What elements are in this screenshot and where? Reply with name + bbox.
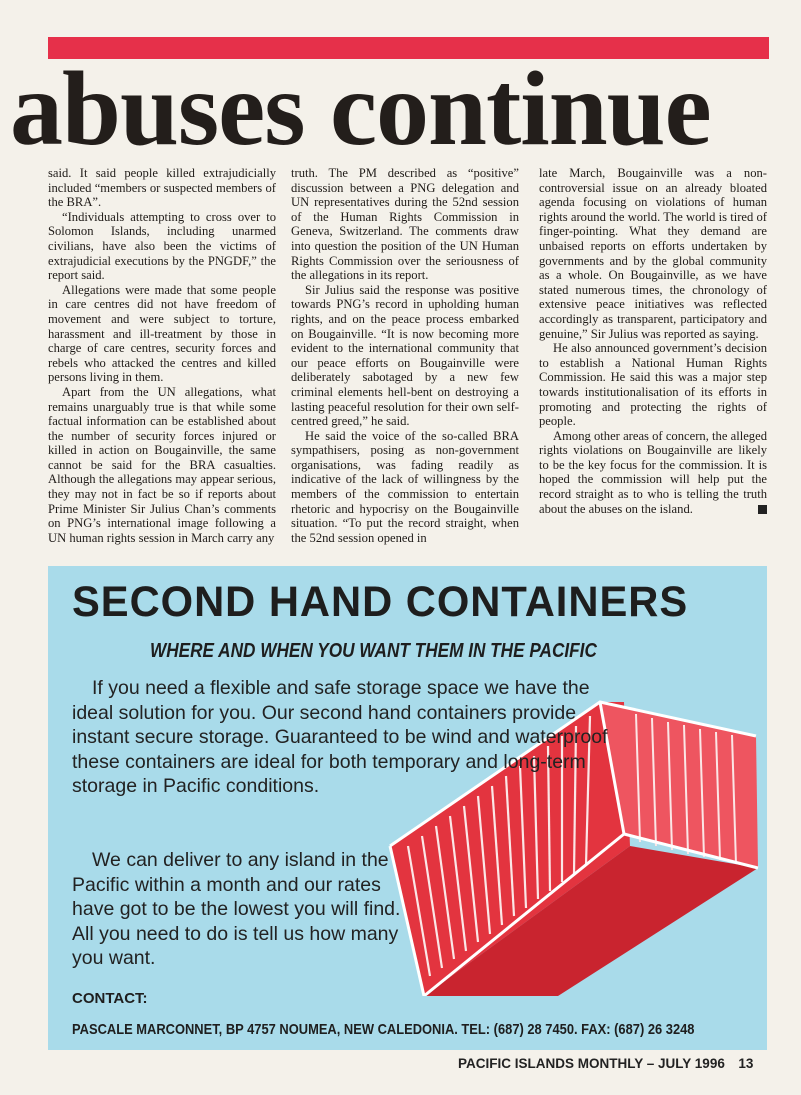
end-of-article-mark bbox=[758, 505, 767, 514]
contact-details: PASCALE MARCONNET, BP 4757 NOUMEA, NEW CALEDONIA. TEL: (687) 28 7450. FAX: (687) 26 3248 bbox=[72, 1021, 695, 1038]
paragraph: Allegations were made that some people in care centres did not have freedom of movement and were subject to torture, harassment and ill-treatment by those in charge of care centres, security forces and rebels who attacked the centres and killed persons living in them. bbox=[48, 282, 276, 385]
paragraph: “Individuals attempting to cross over to Solomon Islands, including unarmed civilians, have also been the victims of extrajudicial executions by the PNGDF,” the report said. bbox=[48, 209, 276, 283]
paragraph: Sir Julius said the response was positive towards PNG’s record in upholding human rights, and on the peace process embarked on Bougainville. “It is now becoming more evident to the international community that our peace efforts on Bougainville were deliberately sabotaged by a new few criminal elements hell-bent on destroying a lasting peaceful resolution for their own self-centred greed,” he said. bbox=[291, 282, 519, 429]
contact-label: CONTACT: bbox=[72, 990, 148, 1007]
paragraph: He also announced government’s decision to establish a National Human Rights Commission. He said this was a major step towards institutionalisation of its efforts in promoting and protecting the rights of people. bbox=[539, 341, 767, 429]
paragraph bbox=[539, 429, 767, 517]
paragraph: late March, Bougainville was a non-controversial issue on an already bloated agenda focusing on violations of human rights around the world. The world is tired of finger-pointing. What they demand are unbaised reports on efforts undertaken by governments and by the global community as a whole. On Bougainville, as we have stated numerous times, the chronology of extensive peace initiatives was reflected accordingly as transparent, participatory and genuine,” Sir Julius was reported as saying. bbox=[539, 166, 767, 341]
ad-subtitle: WHERE AND WHEN YOU WANT THEM IN THE PACIFIC bbox=[150, 640, 597, 662]
page-number: 13 bbox=[738, 1056, 754, 1071]
headline: abuses continue bbox=[10, 50, 711, 167]
page-footer bbox=[458, 1056, 753, 1071]
publication-name: PACIFIC ISLANDS MONTHLY – JULY 1996 bbox=[458, 1056, 725, 1071]
article-column-2 bbox=[291, 166, 519, 545]
article-column-3 bbox=[539, 166, 767, 516]
article-columns bbox=[48, 166, 770, 566]
article-column-1 bbox=[48, 166, 276, 545]
paragraph: truth. The PM described as “positive” discussion between a PNG delegation and UN representatives during the 52nd session of the Human Rights Commission in Geneva, Switzerland. The comments draw into question the position of the UN Human Rights Commission over the seriousness of the allegations in its report. bbox=[291, 166, 519, 283]
ad-title: SECOND HAND CONTAINERS bbox=[72, 578, 689, 626]
container-advertisement bbox=[48, 566, 767, 1050]
ad-body-paragraph-2: We can deliver to any island in the Pacific within a month and our rates have got to be the lowest you will find. All you need to do is tell us how many you want. bbox=[72, 849, 401, 969]
ad-body-paragraph-1: If you need a flexible and safe storage space we have the ideal solution for you. Our second hand containers provide instant secure storage. Guaranteed to be wind and waterproof these containers are ideal for both temporary and long-term storage in Pacific conditions. bbox=[72, 677, 608, 797]
paragraph: said. It said people killed extrajudicially included “members or suspected members of the BRA”. bbox=[48, 166, 276, 210]
paragraph: He said the voice of the so-called BRA sympathisers, posing as non-government organisations, was fading readily as indicative of the lack of willingness by the members of the commission to entertain rhetoric and hypocrisy on the Bougainville situation. “To put the record straight, when the 52nd session opened in bbox=[291, 428, 519, 545]
paragraph: Apart from the UN allegations, what remains unarguably true is that while some factual information can be established about the number of security forces injured or killed in action on Bougainville, the same cannot be said for the BRA casualties. Although the allegations may appear serious, they may not in fact be so if reports about Prime Minister Sir Julius Chan’s comments on PNG’s international image following a UN human rights session in March carry any bbox=[48, 384, 276, 545]
paragraph-text: Among other areas of concern, the alleged rights violations on Bougainville are likely to be the key focus for the commission. It is hoped the commission will help put the record straight as to who is telling the truth about the abuses on the island. bbox=[539, 428, 767, 516]
